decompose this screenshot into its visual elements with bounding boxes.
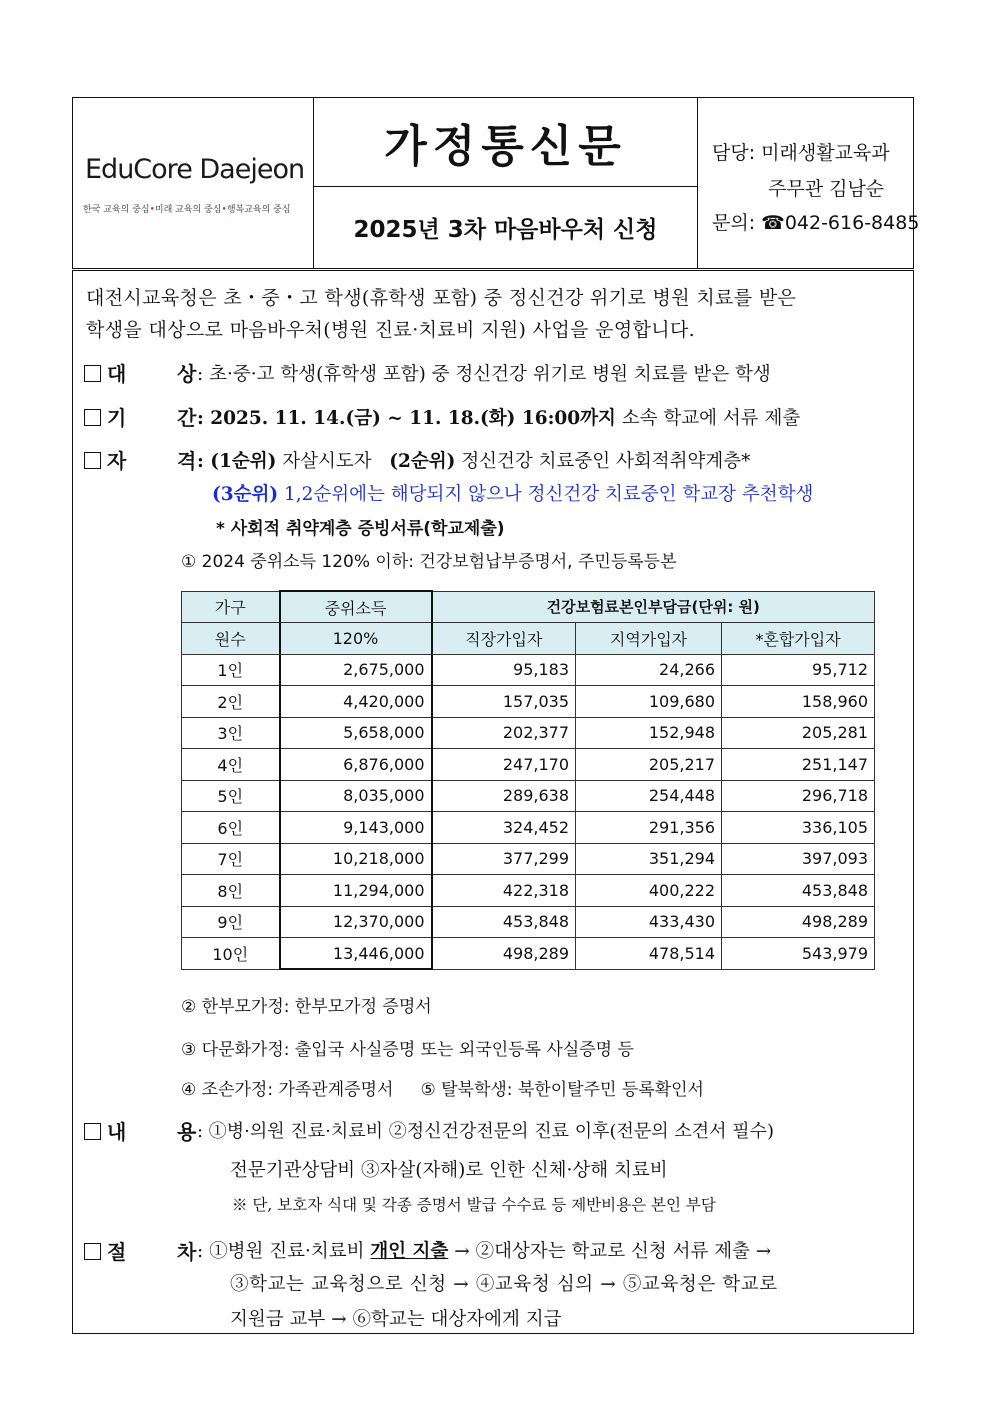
table-row xyxy=(182,906,875,938)
mixed-cell: 336,105 xyxy=(722,812,875,844)
title-cell xyxy=(314,98,698,268)
household-cell: 6인 xyxy=(182,812,280,844)
household-cell: 9인 xyxy=(182,906,280,938)
mixed-cell: 251,147 xyxy=(722,749,875,781)
table-row xyxy=(182,812,875,844)
regional-cell: 152,948 xyxy=(576,717,722,749)
vulnerable-docs-title: * 사회적 취약계층 증빙서류(학교제출) xyxy=(216,519,505,539)
household-cell: 3인 xyxy=(182,717,280,749)
content-line-2: 전문기관상담비 ③자살(자해)로 인한 신체·상해 치료비 xyxy=(230,1160,668,1181)
eligibility-priority-1-2: : (1순위) 자살시도자 (2순위) 정신건강 치료중인 사회적취약계층* xyxy=(197,451,751,472)
table-row xyxy=(182,875,875,907)
eligibility-label-end: 격 xyxy=(177,449,197,473)
mixed-cell: 498,289 xyxy=(722,906,875,938)
checkbox-square-icon xyxy=(84,452,101,469)
content-row: 내 xyxy=(84,1116,126,1145)
edu-core-logo: EduCore Daejeon xyxy=(85,154,305,185)
insurance-header: 건강보험료본인부담금(단위: 원) xyxy=(432,591,875,623)
vulnerable-item-3: ③ 다문화가정: 출입국 사실증명 또는 외국인등록 사실증명 등 xyxy=(181,1040,634,1060)
employee-cell: 422,318 xyxy=(432,875,576,907)
regional-cell: 433,430 xyxy=(576,906,722,938)
table-row xyxy=(182,686,875,718)
income-cell: 13,446,000 xyxy=(280,938,432,970)
mixed-cell: 453,848 xyxy=(722,875,875,907)
income-header: 중위소득 xyxy=(280,591,432,623)
procedure-row: 절 xyxy=(84,1236,126,1265)
employee-cell: 157,035 xyxy=(432,686,576,718)
household-cell: 10인 xyxy=(182,938,280,970)
income-cell: 2,675,000 xyxy=(280,654,432,686)
intro-line-1: 대전시교육청은 초・중・고 학생(휴학생 포함) 중 정신건강 위기로 병원 치료를 받은 xyxy=(86,287,797,309)
regional-cell: 109,680 xyxy=(576,686,722,718)
page-subtitle: 2025년 3차 마음바우처 신청 xyxy=(353,217,658,243)
income-cell: 8,035,000 xyxy=(280,780,432,812)
employee-cell: 453,848 xyxy=(432,906,576,938)
regional-header: 지역가입자 xyxy=(576,623,722,655)
procedure-line-3: 지원금 교부 → ⑥학교는 대상자에게 지급 xyxy=(230,1309,562,1330)
household-cell: 5인 xyxy=(182,780,280,812)
regional-cell: 351,294 xyxy=(576,843,722,875)
procedure-line-1: : ①병원 진료·치료비 개인 지출 → ②대상자는 학교로 신청 서류 제출 → xyxy=(197,1241,772,1262)
employee-cell: 377,299 xyxy=(432,843,576,875)
table-row xyxy=(182,843,875,875)
period-text xyxy=(197,404,800,430)
table-row xyxy=(182,749,875,781)
mixed-cell: 95,712 xyxy=(722,654,875,686)
income-cell: 12,370,000 xyxy=(280,906,432,938)
eligibility-row: 자 xyxy=(84,445,126,474)
household-cell: 2인 xyxy=(182,686,280,718)
contact-dept: 담당: 미래생활교육과 xyxy=(712,142,890,164)
mixed-header: *혼합가입자 xyxy=(722,623,875,655)
mixed-cell: 205,281 xyxy=(722,717,875,749)
checkbox-square-icon xyxy=(84,409,101,426)
household-cell: 1인 xyxy=(182,654,280,686)
page-title: 가정통신문 xyxy=(384,121,627,172)
household-header-2: 원수 xyxy=(182,623,280,655)
vulnerable-item-1: ① 2024 중위소득 120% 이하: 건강보험납부증명서, 주민등록등본 xyxy=(181,552,677,572)
income-header-2: 120% xyxy=(280,623,432,655)
regional-cell: 291,356 xyxy=(576,812,722,844)
eligibility-priority-3: (3순위) 1,2순위에는 해당되지 않으나 정신건강 치료중인 학교장 추천학생 xyxy=(212,484,814,505)
income-cell: 4,420,000 xyxy=(280,686,432,718)
period-rest: 소속 학교에 서류 제출 xyxy=(621,408,801,429)
vulnerable-item-4: ④ 조손가정: 가족관계증명서 ⑤ 탈북학생: 북한이탈주민 등록확인서 xyxy=(181,1080,704,1100)
mixed-cell: 158,960 xyxy=(722,686,875,718)
period-label-end: 간 xyxy=(177,406,197,430)
intro-line-2: 학생을 대상으로 마음바우처(병원 진료·치료비 지원) 사업을 운영합니다. xyxy=(86,319,696,341)
employee-cell: 498,289 xyxy=(432,938,576,970)
mixed-cell: 397,093 xyxy=(722,843,875,875)
contact-phone: 문의: ☎042-616-8485 xyxy=(712,212,920,234)
household-cell: 7인 xyxy=(182,843,280,875)
letter-header xyxy=(72,97,920,269)
income-cell: 9,143,000 xyxy=(280,812,432,844)
period-row: 기 xyxy=(84,402,126,431)
regional-cell: 24,266 xyxy=(576,654,722,686)
table-row xyxy=(182,938,875,970)
content-note: ※ 단, 보호자 식대 및 각종 증명서 발급 수수료 등 제반비용은 본인 부담 xyxy=(232,1196,716,1214)
income-cell: 6,876,000 xyxy=(280,749,432,781)
regional-cell: 478,514 xyxy=(576,938,722,970)
household-header: 가구 xyxy=(182,591,280,623)
content-label-end: 용 xyxy=(177,1120,197,1144)
employee-cell: 289,638 xyxy=(432,780,576,812)
income-table xyxy=(181,590,875,970)
procedure-label-end: 차 xyxy=(177,1240,197,1264)
logo-slogan: 한국 교육의 중심•미래 교육의 중심•행복교육의 중심 xyxy=(83,205,291,215)
checkbox-square-icon xyxy=(84,365,101,382)
procedure-line-2: ③학교는 교육청으로 신청 → ④교육청 심의 → ⑤교육청은 학교로 xyxy=(230,1274,778,1295)
contact-cell xyxy=(698,98,920,268)
period-date: : 2025. 11. 14.(금) ~ 11. 18.(화) 16:00까지 xyxy=(197,408,616,429)
household-cell: 4인 xyxy=(182,749,280,781)
table-row xyxy=(182,654,875,686)
target-text: : 초·중·고 학생(휴학생 포함) 중 정신건강 위기로 병원 치료를 받은 학생 xyxy=(197,364,771,385)
employee-cell: 95,183 xyxy=(432,654,576,686)
target-row: 대 xyxy=(84,358,126,387)
employee-header: 직장가입자 xyxy=(432,623,576,655)
employee-cell: 202,377 xyxy=(432,717,576,749)
target-label-end: 상 xyxy=(177,362,197,386)
mixed-cell: 296,718 xyxy=(722,780,875,812)
household-cell: 8인 xyxy=(182,875,280,907)
content-line-1: : ①병·의원 진료·치료비 ②정신건강전문의 진료 이후(전문의 소견서 필수) xyxy=(197,1121,775,1142)
income-cell: 10,218,000 xyxy=(280,843,432,875)
table-row xyxy=(182,717,875,749)
personal-expense: 개인 지출 xyxy=(370,1241,449,1262)
logo-cell xyxy=(73,98,314,268)
income-cell: 11,294,000 xyxy=(280,875,432,907)
checkbox-square-icon xyxy=(84,1123,101,1140)
contact-person: 주무관 김남순 xyxy=(768,178,885,200)
mixed-cell: 543,979 xyxy=(722,938,875,970)
income-cell: 5,658,000 xyxy=(280,717,432,749)
vulnerable-item-2: ② 한부모가정: 한부모가정 증명서 xyxy=(181,997,432,1017)
employee-cell: 247,170 xyxy=(432,749,576,781)
regional-cell: 254,448 xyxy=(576,780,722,812)
regional-cell: 400,222 xyxy=(576,875,722,907)
table-row xyxy=(182,780,875,812)
regional-cell: 205,217 xyxy=(576,749,722,781)
employee-cell: 324,452 xyxy=(432,812,576,844)
checkbox-square-icon xyxy=(84,1243,101,1260)
